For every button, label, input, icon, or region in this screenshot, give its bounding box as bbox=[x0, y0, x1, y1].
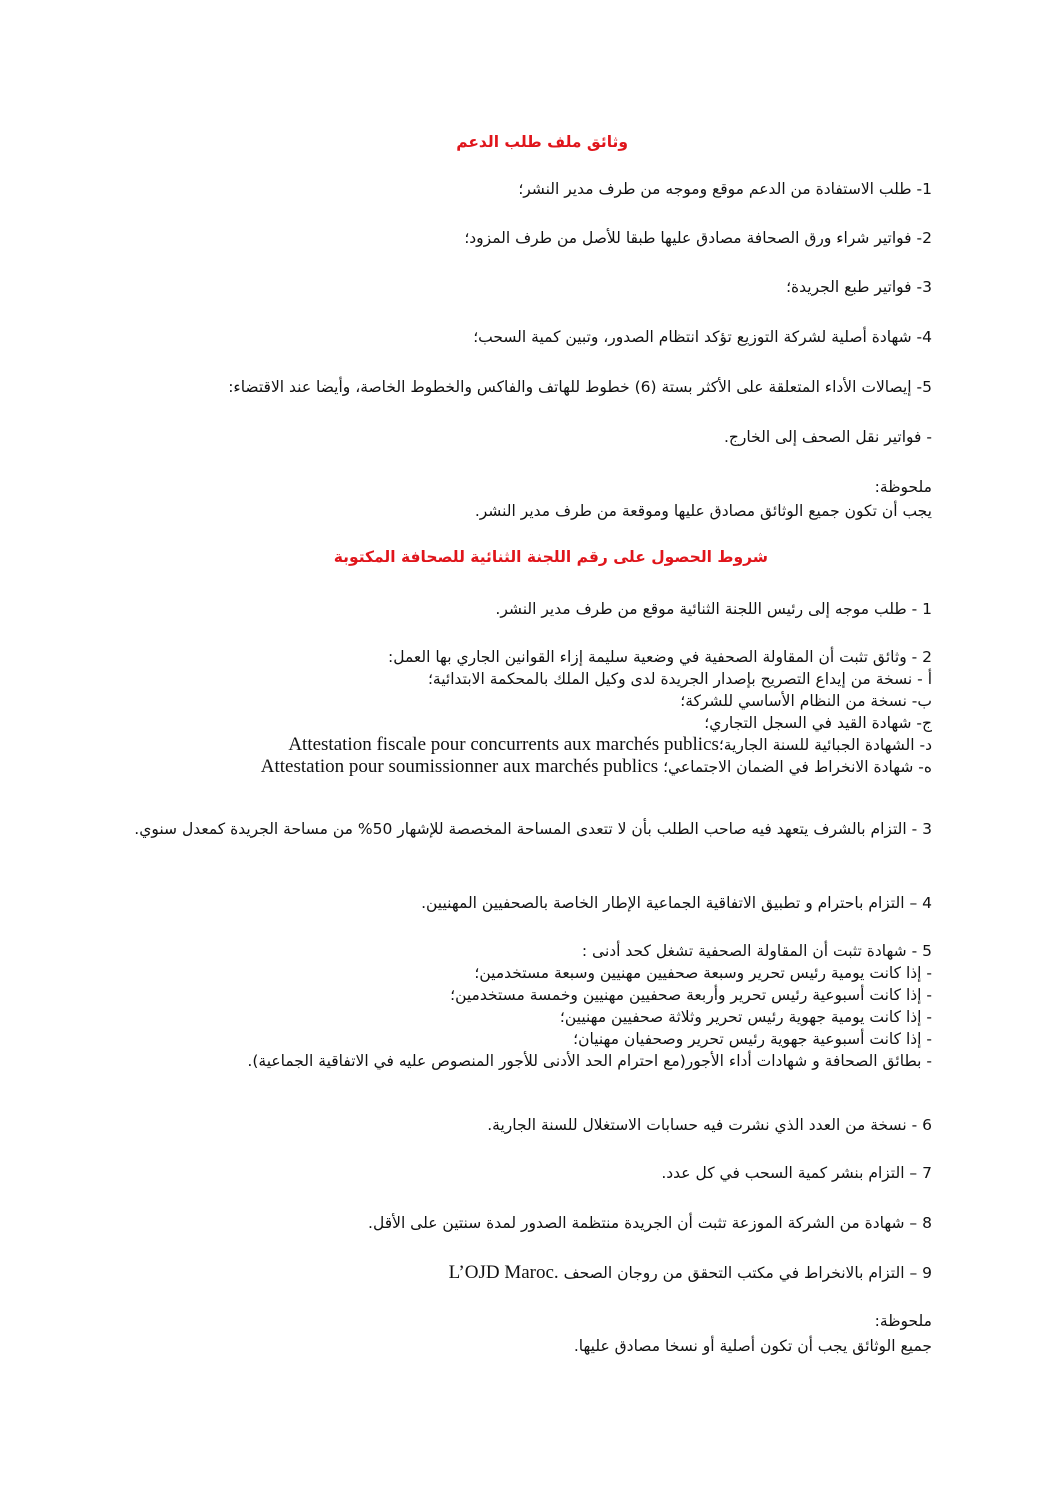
section2-item-2-d bbox=[261, 734, 932, 756]
section2-title: شروط الحصول على رقم اللجنة الثنائية للصحافة المكتوبة bbox=[333, 548, 768, 566]
section2-item-1: 1 - طلب موجه إلى رئيس اللجنة الثنائية موقع من طرف مدير النشر. bbox=[495, 600, 932, 618]
section2-item-5-line-3: - إذا كانت يومية جهوية رئيس تحرير وثلاثة صحفيين مهنيين؛ bbox=[559, 1008, 932, 1026]
section2-item-2-d-ar: د- الشهادة الجبائية للسنة الجارية؛ bbox=[718, 736, 932, 754]
section2-item-5-line-4: - إذا كانت أسبوعية جهوية رئيس تحرير وصحفيان مهنيان؛ bbox=[573, 1030, 932, 1048]
section2-note-label: ملحوظة: bbox=[874, 1312, 932, 1330]
section1-note-text: يجب أن تكون جميع الوثائق مصادق عليها وموقعة من طرف مدير النشر. bbox=[474, 502, 932, 520]
section2-item-2 bbox=[261, 646, 932, 778]
section2-item-5 bbox=[247, 940, 932, 1072]
section1-note-label: ملحوظة: bbox=[874, 478, 932, 496]
section1-item-4: 4- شهادة أصلية لشركة التوزيع تؤكد انتظام الصدور، وتبين كمية السحب؛ bbox=[473, 328, 932, 346]
section2-item-5-line-5: - بطائق الصحافة و شهادات أداء الأجور(مع احترام الحد الأدنى للأجور المنصوص عليه في الاتفاقية الجماعية). bbox=[247, 1052, 932, 1070]
section2-item-6: 6 - نسخة من العدد الذي نشرت فيه حسابات الاستغلال للسنة الجارية. bbox=[487, 1116, 932, 1134]
section2-item-9-ar: 9 – التزام بالانخراط في مكتب التحقق من روجان الصحف bbox=[563, 1264, 932, 1282]
section2-item-9-fr: L’OJD Maroc. bbox=[448, 1262, 559, 1283]
section2-item-2-e-fr: Attestation pour soumissionner aux marchés publics bbox=[260, 756, 659, 777]
section1-title: وثائق ملف طلب الدعم bbox=[456, 133, 628, 151]
section2-item-2-a: أ - نسخة من إيداع التصريح بإصدار الجريدة لدى وكيل الملك بالمحكمة الابتدائية؛ bbox=[427, 670, 932, 688]
section2-item-7: 7 – التزام بنشر كمية السحب في كل عدد. bbox=[661, 1164, 932, 1182]
section2-item-3: 3 - التزام بالشرف يتعهد فيه صاحب الطلب بأن لا تتعدى المساحة المخصصة للإشهار 50% من مساحة الجريدة كمعدل سنوي. bbox=[134, 820, 932, 838]
section1-item-3: 3- فواتير طبع الجريدة؛ bbox=[786, 278, 932, 296]
section2-item-2-b: ب- نسخة من النظام الأساسي للشركة؛ bbox=[680, 692, 932, 710]
section1-item-6: - فواتير نقل الصحف إلى الخارج. bbox=[723, 428, 932, 446]
section2-note-text: جميع الوثائق يجب أن تكون أصلية أو نسخا مصادق عليها. bbox=[573, 1337, 932, 1355]
section2-item-2-head: 2 - وثائق تثبت أن المقاولة الصحفية في وضعية سليمة إزاء القوانين الجاري بها العمل: bbox=[387, 648, 932, 666]
section2-item-5-head: 5 - شهادة تثبت أن المقاولة الصحفية تشغل كحد أدنى : bbox=[581, 942, 932, 960]
section2-item-5-line-2: - إذا كانت أسبوعية رئيس تحرير وأربعة صحفيين مهنيين وخمسة مستخدمين؛ bbox=[450, 986, 932, 1004]
section1-item-2: 2- فواتير شراء ورق الصحافة مصادق عليها طبقا للأصل من طرف المزود؛ bbox=[464, 229, 932, 247]
section2-item-2-e-ar: ه- شهادة الانخراط في الضمان الاجتماعي؛ bbox=[663, 758, 932, 776]
section2-item-8: 8 – شهادة من الشركة الموزعة تثبت أن الجريدة منتظمة الصدور لمدة سنتين على الأقل. bbox=[368, 1214, 932, 1232]
section2-item-4: 4 – التزام باحترام و تطبيق الاتفاقية الجماعية الإطار الخاصة بالصحفيين المهنيين. bbox=[421, 894, 932, 912]
section2-item-2-e bbox=[261, 756, 932, 778]
section2-item-5-line-1: - إذا كانت يومية رئيس تحرير وسبعة صحفيين مهنيين وسبعة مستخدمين؛ bbox=[474, 964, 932, 982]
section2-item-9 bbox=[449, 1262, 932, 1284]
section1-item-5: 5- إيصالات الأداء المتعلقة على الأكثر بستة (6) خطوط للهاتف والفاكس والخطوط الخاصة، وأيضا عند الاقتضاء: bbox=[228, 378, 932, 396]
section2-item-2-d-fr: Attestation fiscale pour concurrents aux marchés publics bbox=[288, 734, 719, 755]
section1-item-1: 1- طلب الاستفادة من الدعم موقع وموجه من طرف مدير النشر؛ bbox=[518, 180, 932, 198]
section2-item-2-c: ج- شهادة القيد في السجل التجاري؛ bbox=[704, 714, 932, 732]
